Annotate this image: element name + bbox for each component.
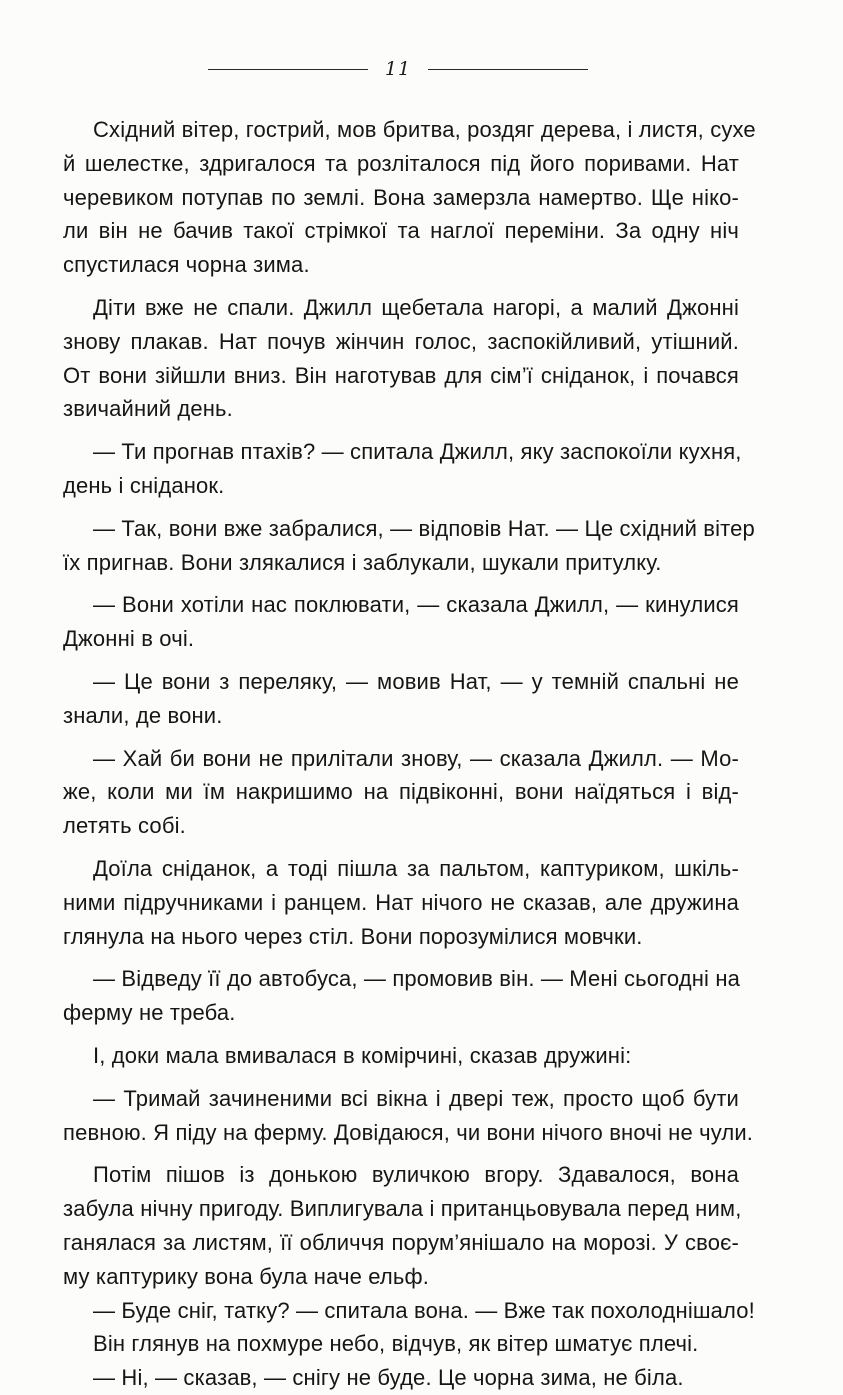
- paragraph: [63, 435, 742, 503]
- text-line: Діти вже не спали. Джилл щебетала нагорі, а малий Джонні: [93, 294, 739, 320]
- paragraph: [63, 852, 739, 953]
- paragraph: [63, 512, 755, 580]
- text-line: му каптурику вона була наче ельф.: [63, 1263, 429, 1289]
- body-text: [63, 113, 756, 1395]
- paragraph: [63, 1294, 755, 1328]
- text-line: ганялася за листям, її обличчя порум’янішало на морозі. У своє-: [63, 1229, 739, 1255]
- text-line: — Так, вони вже забралися, — відповів Нат. — Це східний вітер: [93, 515, 755, 541]
- paragraph-gap: [63, 1149, 739, 1158]
- text-line: — Хай би вони не прилітали знову, — сказала Джилл. — Мо-: [93, 745, 739, 771]
- paragraph: [63, 1327, 739, 1361]
- paragraph-gap: [63, 503, 739, 512]
- paragraph-gap: [63, 426, 739, 435]
- paragraph: [63, 1361, 739, 1395]
- text-line: От вони зійшли вниз. Він наготував для сім’ї сніданок, і почався: [63, 362, 739, 388]
- paragraph: [63, 588, 739, 656]
- text-line: певною. Я піду на ферму. Довідаюся, чи вони нічого вночі не чули.: [63, 1119, 754, 1145]
- text-line: — Вони хотіли нас поклювати, — сказала Джилл, — кинулися: [93, 592, 739, 618]
- text-line: їх пригнав. Вони злякалися і заблукали, шукали притулку.: [63, 549, 662, 575]
- paragraph-gap: [63, 282, 739, 291]
- text-line: й шелестке, здригалося та розліталося під його поривами. Нат: [63, 150, 739, 176]
- text-line: знали, де вони.: [63, 702, 223, 728]
- text-line: Східний вітер, гострий, мов бритва, роздяг дерева, і листя, сухе: [93, 117, 756, 142]
- paragraph: [63, 665, 739, 733]
- paragraph-gap: [63, 733, 739, 742]
- header-rule-right: [428, 69, 588, 70]
- text-line: — Відведу її до автобуса, — промовив він. — Мені сьогодні на: [93, 966, 741, 992]
- text-line: же, коли ми їм накришимо на підвіконні, вони наїдяться і від-: [63, 779, 739, 805]
- text-line: — Ти прогнав птахів? — спитала Джилл, яку заспокоїли кухня,: [93, 439, 742, 465]
- text-line: спустилася чорна зима.: [63, 252, 310, 278]
- page-header: [208, 54, 588, 84]
- text-line: — Це вони з переляку, — мовив Нат, — у темній спальні не: [93, 668, 739, 694]
- text-line: ли він не бачив такої стрімкої та наглої переміни. За одну ніч: [63, 218, 739, 244]
- text-line: ферму не треба.: [63, 1000, 236, 1026]
- text-line: — Тримай зачиненими всі вікна і двері теж, просто щоб бути: [93, 1085, 739, 1111]
- paragraph-gap: [63, 1030, 739, 1039]
- text-line: Доїла сніданок, а тоді пішла за пальтом, каптуриком, шкіль-: [93, 855, 739, 881]
- paragraph-gap: [63, 843, 739, 852]
- text-line: летять собі.: [63, 813, 186, 839]
- paragraph-gap: [63, 1073, 739, 1082]
- paragraph: [63, 962, 739, 1030]
- text-line: забула нічну пригоду. Виплигувала і пританцьовувала перед ним,: [63, 1196, 742, 1222]
- page-number: 11: [384, 58, 412, 80]
- paragraph-gap: [63, 953, 739, 962]
- paragraph: [63, 291, 739, 426]
- text-line: звичайний день.: [63, 396, 233, 422]
- paragraph: [63, 1039, 739, 1073]
- text-line: — Ні, — сказав, — снігу не буде. Це чорна зима, не біла.: [93, 1365, 684, 1391]
- text-line: ними підручниками і ранцем. Нат нічого не сказав, але дружина: [63, 889, 739, 915]
- text-line: черевиком потупав по землі. Вона замерзла намертво. Ще ніко-: [63, 184, 739, 210]
- text-line: — Буде сніг, татку? — спитала вона. — Вже так похолоднішало!: [93, 1297, 755, 1323]
- paragraph: [63, 1158, 742, 1293]
- text-line: Потім пішов із донькою вуличкою вгору. Здавалося, вона: [93, 1162, 739, 1188]
- paragraph-gap: [63, 656, 739, 665]
- text-line: знову плакав. Нат почув жінчин голос, заспокійливий, утішний.: [63, 328, 739, 354]
- text-line: Він глянув на похмуре небо, відчув, як вітер шматує плечі.: [93, 1331, 699, 1357]
- text-line: день і сніданок.: [63, 472, 225, 498]
- paragraph-gap: [63, 579, 739, 588]
- paragraph: [63, 113, 756, 282]
- header-rule-left: [208, 69, 368, 70]
- paragraph: [63, 742, 739, 843]
- text-line: глянула на нього через стіл. Вони порозумілися мовчки.: [63, 923, 643, 949]
- text-line: І, доки мала вмивалася в комірчині, сказав дружині:: [93, 1042, 632, 1068]
- text-line: Джонні в очі.: [63, 626, 195, 652]
- paragraph: [63, 1082, 754, 1150]
